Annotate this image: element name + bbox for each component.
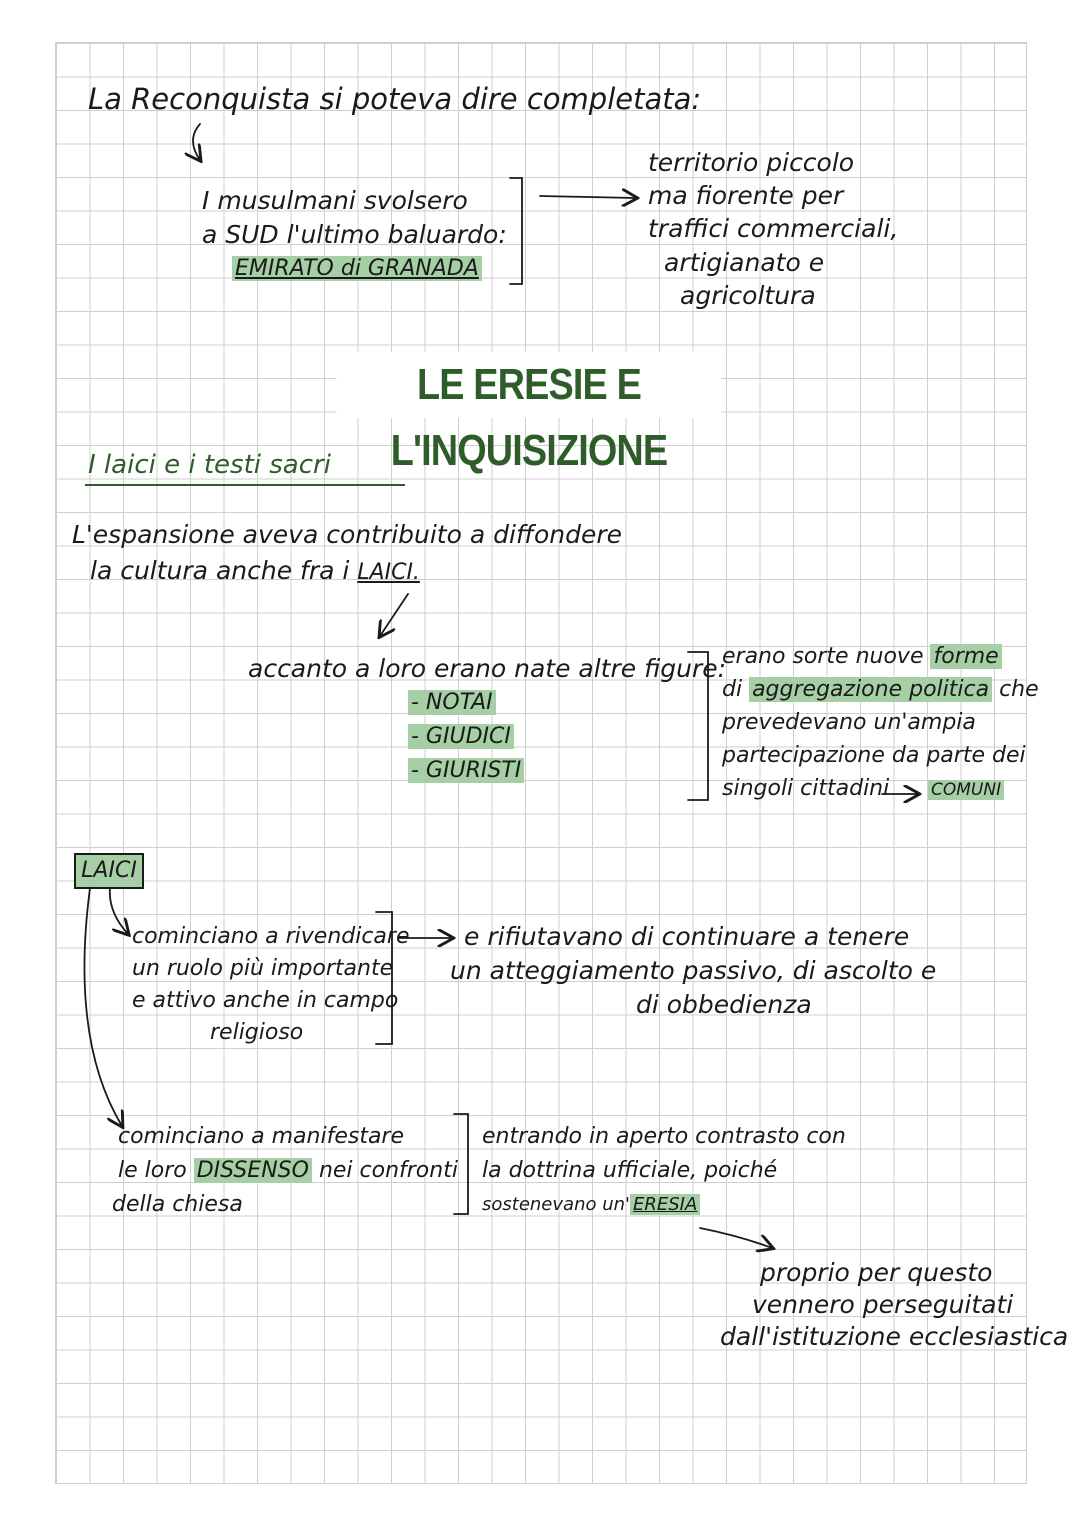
page-title: LE ERESIE E L'INQUISIZIONE	[336, 352, 721, 418]
politics-line-3: prevedevano un'ampia	[722, 710, 976, 735]
politics-line-4: partecipazione da parte dei	[722, 743, 1026, 768]
politics-forme: forme	[930, 644, 1001, 669]
contrast-line-1: entrando in aperto contrasto con	[482, 1124, 846, 1149]
reconquista-heading: La Reconquista si poteva dire completata:	[88, 82, 702, 116]
arrow-persecution	[700, 1228, 772, 1248]
arrow-reconquista	[193, 124, 200, 160]
arrow-laici-claim	[110, 888, 128, 934]
claim-line-1: cominciano a rivendicare	[132, 924, 410, 949]
dissent-line-2a: le loro	[118, 1158, 187, 1183]
emirate-granada: EMIRATO di GRANADA	[232, 256, 482, 281]
claim-line-4: religioso	[210, 1020, 304, 1045]
persecution-line-1: proprio per questo	[760, 1258, 993, 1287]
claim-line-2: un ruolo più importante	[132, 956, 394, 981]
refusal-line-2: un atteggiamento passivo, di ascolto e	[450, 956, 937, 985]
expansion-line-1: L'espansione aveva contribuito a diffondere	[72, 520, 623, 549]
muslims-line-2: a SUD l'ultimo baluardo:	[202, 220, 507, 249]
bracket-muslims	[510, 178, 522, 284]
figures-intro: accanto a loro erano nate altre figure:	[248, 654, 727, 683]
section-subtitle: I laici e i testi sacri	[88, 450, 331, 480]
territory-line-2: ma fiorente per	[648, 181, 844, 210]
persecution-line-2: vennero perseguitati	[752, 1290, 1014, 1319]
arrow-laici	[380, 594, 408, 636]
politics-line-2c: che	[999, 677, 1039, 702]
politics-line-5: singoli cittadini	[722, 776, 890, 801]
persecution-line-3: dall'istituzione ecclesiastica	[720, 1322, 1069, 1351]
territory-line-1: territorio piccolo	[648, 148, 855, 177]
dissent-line-3: della chiesa	[112, 1192, 243, 1217]
dissent-line-2b: nei confronti	[318, 1158, 458, 1183]
bracket-figures	[688, 652, 708, 800]
eresia-word: ERESIA	[630, 1194, 700, 1215]
figure-giudici: - GIUDICI	[408, 724, 514, 749]
contrast-line-3a: sostenevano un'	[482, 1194, 630, 1215]
territory-line-5: agricoltura	[680, 281, 816, 310]
dissent-line-1: cominciano a manifestare	[118, 1124, 404, 1149]
arrow-laici-dissent	[84, 888, 122, 1126]
figure-notai: - NOTAI	[408, 690, 496, 715]
dissent-word: DISSENSO	[194, 1158, 312, 1183]
comuni-word: COMUNI	[928, 780, 1004, 800]
politics-aggregazione: aggregazione politica	[749, 677, 992, 702]
muslims-line-1: I musulmani svolsero	[202, 186, 468, 215]
politics-line-1a: erano sorte nuove	[722, 644, 924, 669]
claim-line-3: e attivo anche in campo	[132, 988, 399, 1013]
bracket-claim	[376, 912, 392, 1044]
contrast-line-2: la dottrina ufficiale, poiché	[482, 1158, 778, 1183]
territory-line-3: traffici commerciali,	[648, 214, 899, 243]
refusal-line-1: e rifiutavano di continuare a tenere	[464, 922, 910, 951]
refusal-line-3: di obbedienza	[636, 990, 812, 1019]
laici-box: LAICI	[74, 853, 144, 889]
bracket-dissent	[454, 1114, 468, 1214]
arrow-territory	[540, 196, 636, 198]
expansion-line-2: la cultura anche fra i	[90, 556, 350, 585]
politics-line-2a: di	[722, 677, 743, 702]
territory-line-4: artigianato e	[664, 248, 825, 277]
figure-giuristi: - GIURISTI	[408, 758, 524, 783]
laici-word: LAICI.	[357, 560, 420, 585]
